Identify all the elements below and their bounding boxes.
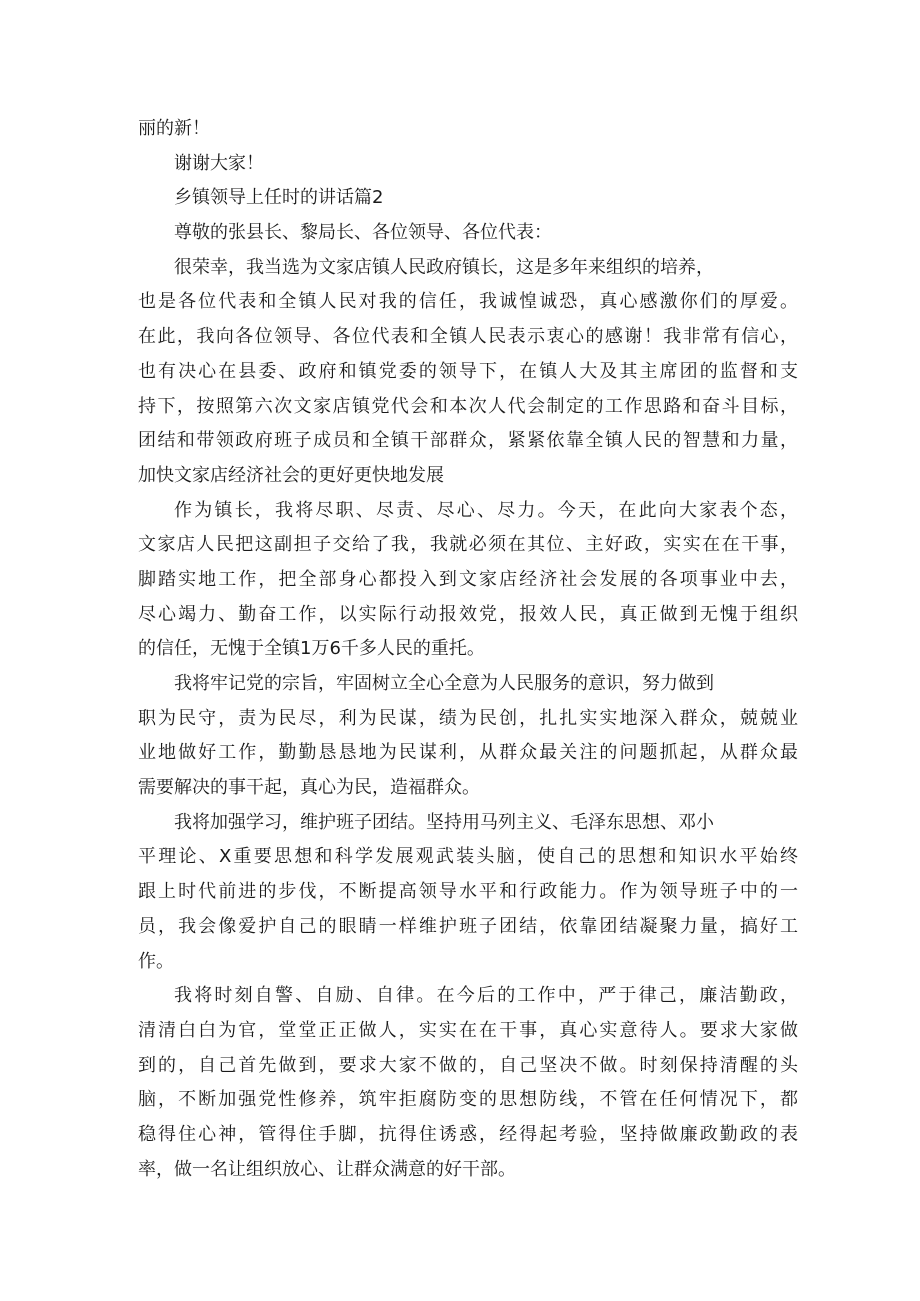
text-line: 作。: [138, 950, 174, 972]
text-line: 丽的新！: [138, 118, 210, 139]
text-line: 到的，自己首先做到，要求大家不做的，自己坚决不做。时刻保持清醒的头: [138, 1054, 798, 1076]
text-line: 文家店人民把这副担子交给了我，我就必须在其位、主好政，实实在在干事，: [138, 534, 798, 556]
text-line: 清清白白为官，堂堂正正做人，实实在在干事，真心实意待人。要求大家做: [138, 1019, 798, 1041]
text-line: 率，做一名让组织放心、让群众满意的好干部。: [138, 1158, 516, 1180]
text-line: 尽心竭力、勤奋工作，以实际行动报效党，报效人民，真正做到无愧于组织: [138, 603, 798, 625]
text-line: 作为镇长，我将尽职、尽责、尽心、尽力。今天，在此向大家表个态，: [174, 499, 798, 521]
text-line: 持下，按照第六次文家店镇党代会和本次人代会制定的工作思路和奋斗目标，: [138, 395, 798, 417]
text-line: 业地做好工作，勤勤恳恳地为民谋利，从群众最关注的问题抓起，从群众最: [138, 742, 798, 764]
text-line: 平理论、X重要思想和科学发展观武装头脑，使自己的思想和知识水平始终: [138, 846, 798, 868]
text-line: 团结和带领政府班子成员和全镇干部群众，紧紧依靠全镇人民的智慧和力量，: [138, 430, 798, 452]
text-line: 谢谢大家！: [174, 152, 264, 174]
text-line: 也是各位代表和全镇人民对我的信任，我诚惶诚恐，真心感激你们的厚爱。: [138, 291, 798, 313]
text-line: 员，我会像爱护自己的眼睛一样维护班子团结，依靠团结凝聚力量，搞好工: [138, 915, 798, 937]
text-line: 我将加强学习，维护班子团结。坚持用马列主义、毛泽东思想、邓小: [174, 811, 714, 833]
text-line: 稳得住心神，管得住手脚，抗得住诱惑，经得起考验，坚持做廉政勤政的表: [138, 1123, 798, 1145]
text-line: 乡镇领导上任时的讲话篇2: [174, 187, 384, 209]
text-line: 也有决心在县委、政府和镇党委的领导下，在镇人大及其主席团的监督和支: [138, 360, 798, 382]
text-line: 在此，我向各位领导、各位代表和全镇人民表示衷心的感谢！我非常有信心，: [138, 326, 798, 348]
text-line: 跟上时代前进的步伐，不断提高领导水平和行政能力。作为领导班子中的一: [138, 881, 798, 903]
text-line: 很荣幸，我当选为文家店镇人民政府镇长，这是多年来组织的培养，: [174, 256, 714, 278]
text-line: 的信任，无愧于全镇1万6千多人民的重托。: [138, 638, 485, 660]
text-line: 职为民守，责为民尽，利为民谋，绩为民创，扎扎实实地深入群众，兢兢业: [138, 707, 798, 729]
text-line: 脑，不断加强党性修养，筑牢拒腐防变的思想防线，不管在任何情况下，都: [138, 1089, 798, 1111]
document-page: [138, 112, 798, 1187]
text-line: 尊敬的张县长、黎局长、各位领导、各位代表：: [174, 222, 552, 244]
document-body: [138, 112, 798, 1187]
text-line: 我将牢记党的宗旨，牢固树立全心全意为人民服务的意识，努力做到: [174, 673, 714, 694]
text-line: 我将时刻自警、自励、自律。在今后的工作中，严于律己，廉洁勤政，: [174, 985, 798, 1007]
text-line: 脚踏实地工作，把全部身心都投入到文家店经济社会发展的各项事业中去，: [138, 568, 798, 590]
text-line: 需要解决的事干起，真心为民，造福群众。: [138, 777, 480, 799]
text-line: 加快文家店经济社会的更好更快地发展: [138, 464, 444, 486]
